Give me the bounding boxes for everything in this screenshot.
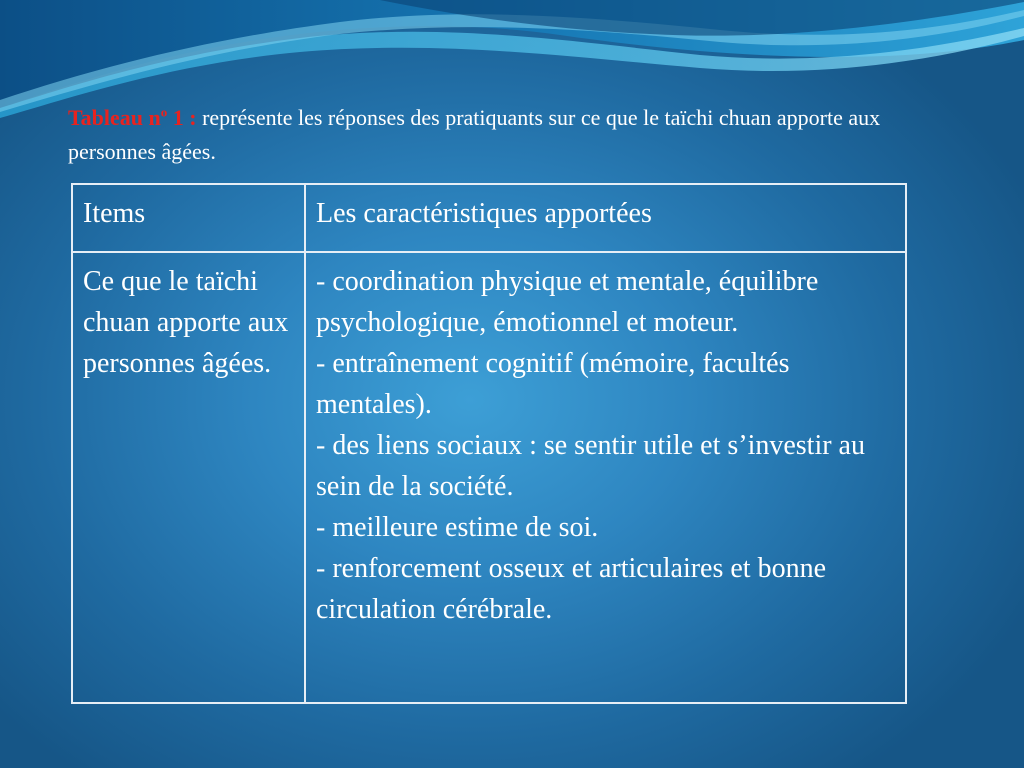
table-header-row — [72, 184, 906, 252]
cell-features — [305, 252, 906, 703]
table-caption — [68, 101, 948, 169]
caption-label: Tableau $n^o$ 1 : — [68, 104, 197, 130]
header-items: Items — [72, 184, 305, 252]
table-row — [72, 252, 906, 703]
feature-item: - des liens sociaux : se sentir utile et s’investir au sein de la société. — [316, 430, 865, 502]
feature-item: - coordination physique et mentale, équilibre psychologique, émotionnel et moteur. — [316, 266, 819, 338]
feature-item: - entraînement cognitif (mémoire, facultés mentales). — [316, 348, 790, 420]
cell-item: Ce que le taïchi chuan apporte aux personnes âgées. — [72, 252, 305, 703]
feature-item: - renforcement osseux et articulaires et bonne circulation cérébrale. — [316, 553, 827, 625]
caption-text: représente les réponses des pratiquants sur ce que le taïchi chuan apporte aux personnes âgées. — [68, 105, 881, 164]
responses-table — [71, 183, 907, 704]
feature-item: - meilleure estime de soi. — [316, 512, 599, 543]
header-features: Les caractéristiques apportées — [305, 184, 906, 252]
